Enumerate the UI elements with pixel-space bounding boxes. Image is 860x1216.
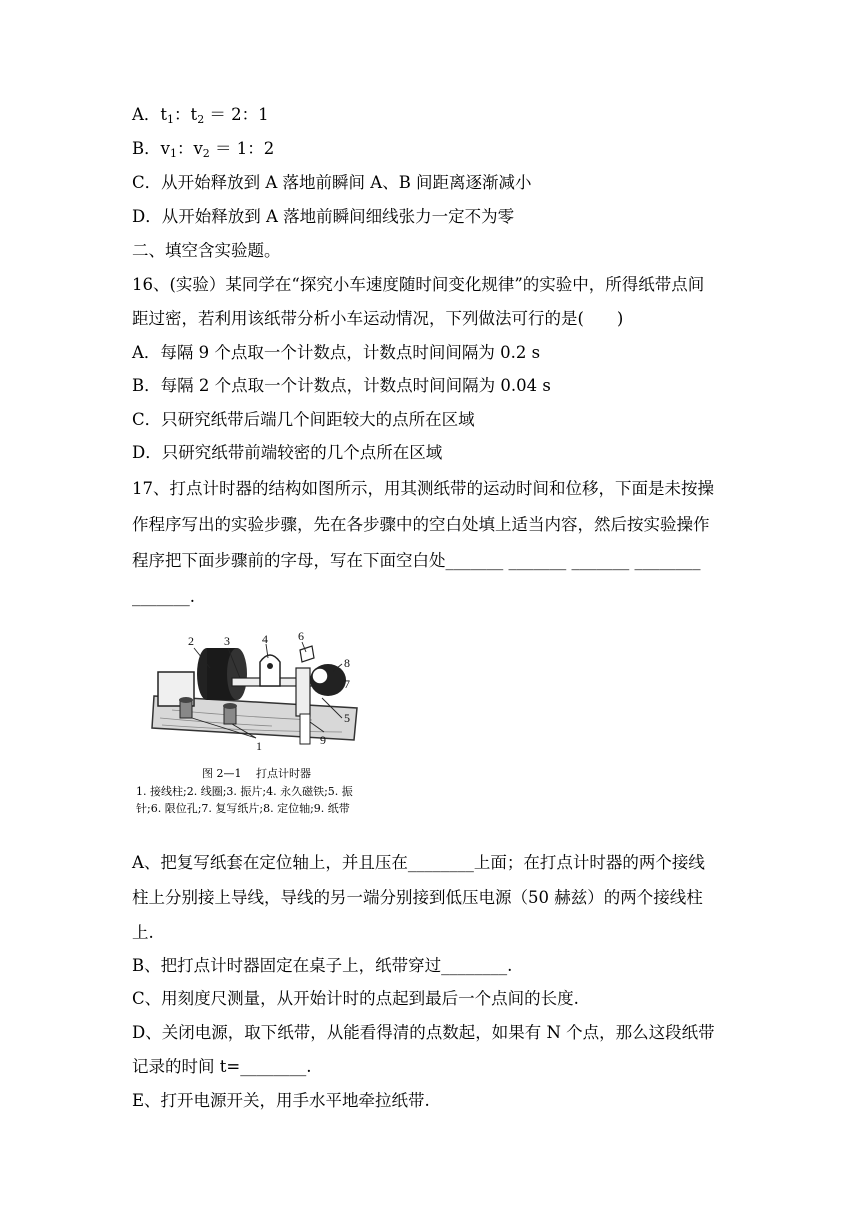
callout-number: 3	[224, 634, 230, 648]
subscript: 2	[197, 113, 205, 126]
q16-stem-line1: 16、(实验）某同学在“探究小车速度随时间变化规律”的实验中，所得纸带点间	[132, 275, 705, 294]
subscript: 1	[167, 113, 175, 126]
step-c: C、用刻度尺测量，从开始计时的点起到最后一个点间的长度.	[132, 989, 579, 1008]
callout-number: 1	[256, 739, 262, 753]
step-b: B、把打点计时器固定在桌子上，纸带穿过________.	[132, 956, 513, 975]
q17-stem-line2: 作程序写出的实验步骤，先在各步骤中的空白处填上适当内容，然后按实验操作	[132, 515, 710, 534]
option-text: ＝ 2：1	[204, 105, 269, 124]
callout-number: 8	[344, 656, 350, 670]
q16-option-d: D．只研究纸带前端较密的几个点所在区域	[132, 443, 443, 462]
step-e: E、打开电源开关，用手水平地牵拉纸带.	[132, 1091, 430, 1110]
subscript: 2	[202, 147, 210, 160]
figure-caption-line1: 1. 接线柱;2. 线圈;3. 振片;4. 永久磁铁;5. 振	[136, 785, 353, 798]
callout-number: 4	[262, 632, 268, 646]
option-text: A．t	[132, 105, 168, 124]
section-title: 二、填空含实验题。	[132, 241, 281, 260]
option-text: B．v	[132, 139, 170, 158]
dot-timer-drawing	[132, 628, 372, 768]
callout-number: 2	[188, 634, 194, 648]
figure-caption-line2: 针;6. 限位孔;7. 复写纸片;8. 定位轴;9. 纸带	[136, 802, 350, 815]
step-a-line2: 柱上分别接上导线，导线的另一端分别接到低压电源（50 赫兹）的两个接线柱	[132, 888, 703, 907]
q17-stem-line3: 程序把下面步骤前的字母，写在下面空白处_______ _______ _______ ________	[132, 551, 701, 570]
option-text: ＝ 1：2	[209, 139, 275, 158]
option-15-d: D．从开始释放到 A 落地前瞬间细线张力一定不为零	[132, 207, 515, 226]
dot-timer-figure	[132, 628, 372, 818]
q16-option-a: A．每隔 9 个点取一个计数点，计数点时间间隔为 0.2 s	[132, 343, 541, 362]
callout-number: 9	[320, 733, 326, 747]
option-text: ：v	[176, 139, 203, 158]
figure-caption-title: 图 2—1 打点计时器	[202, 767, 311, 780]
step-a-line1: A、把复写纸套在定位轴上，并且压在________上面；在打点计时器的两个接线	[132, 853, 705, 872]
option-15-b	[132, 141, 274, 159]
subscript: 1	[169, 147, 177, 160]
q17-stem-line4: _______.	[132, 587, 195, 606]
step-d-line1: D、关闭电源，取下纸带，从能看得清的点数起，如果有 N 个点，那么这段纸带	[132, 1023, 715, 1042]
q16-option-c: C．只研究纸带后端几个间距较大的点所在区域	[132, 410, 475, 429]
q17-stem-line1: 17、打点计时器的结构如图所示，用其测纸带的运动时间和位移，下面是未按操	[132, 479, 714, 498]
option-text: ：t	[174, 105, 198, 124]
callout-number: 7	[344, 677, 350, 691]
callout-number: 5	[344, 711, 350, 725]
step-a-line3: 上.	[132, 923, 154, 942]
option-15-a	[132, 107, 269, 125]
step-d-line2: 记录的时间 t=________.	[132, 1057, 312, 1076]
q16-stem-line2: 距过密，若利用该纸带分析小车运动情况，下列做法可行的是( )	[132, 309, 624, 328]
option-15-c: C．从开始释放到 A 落地前瞬间 A、B 间距离逐渐减小	[132, 173, 532, 192]
q16-option-b: B．每隔 2 个点取一个计数点，计数点时间间隔为 0.04 s	[132, 376, 551, 395]
callout-number: 6	[298, 629, 304, 643]
